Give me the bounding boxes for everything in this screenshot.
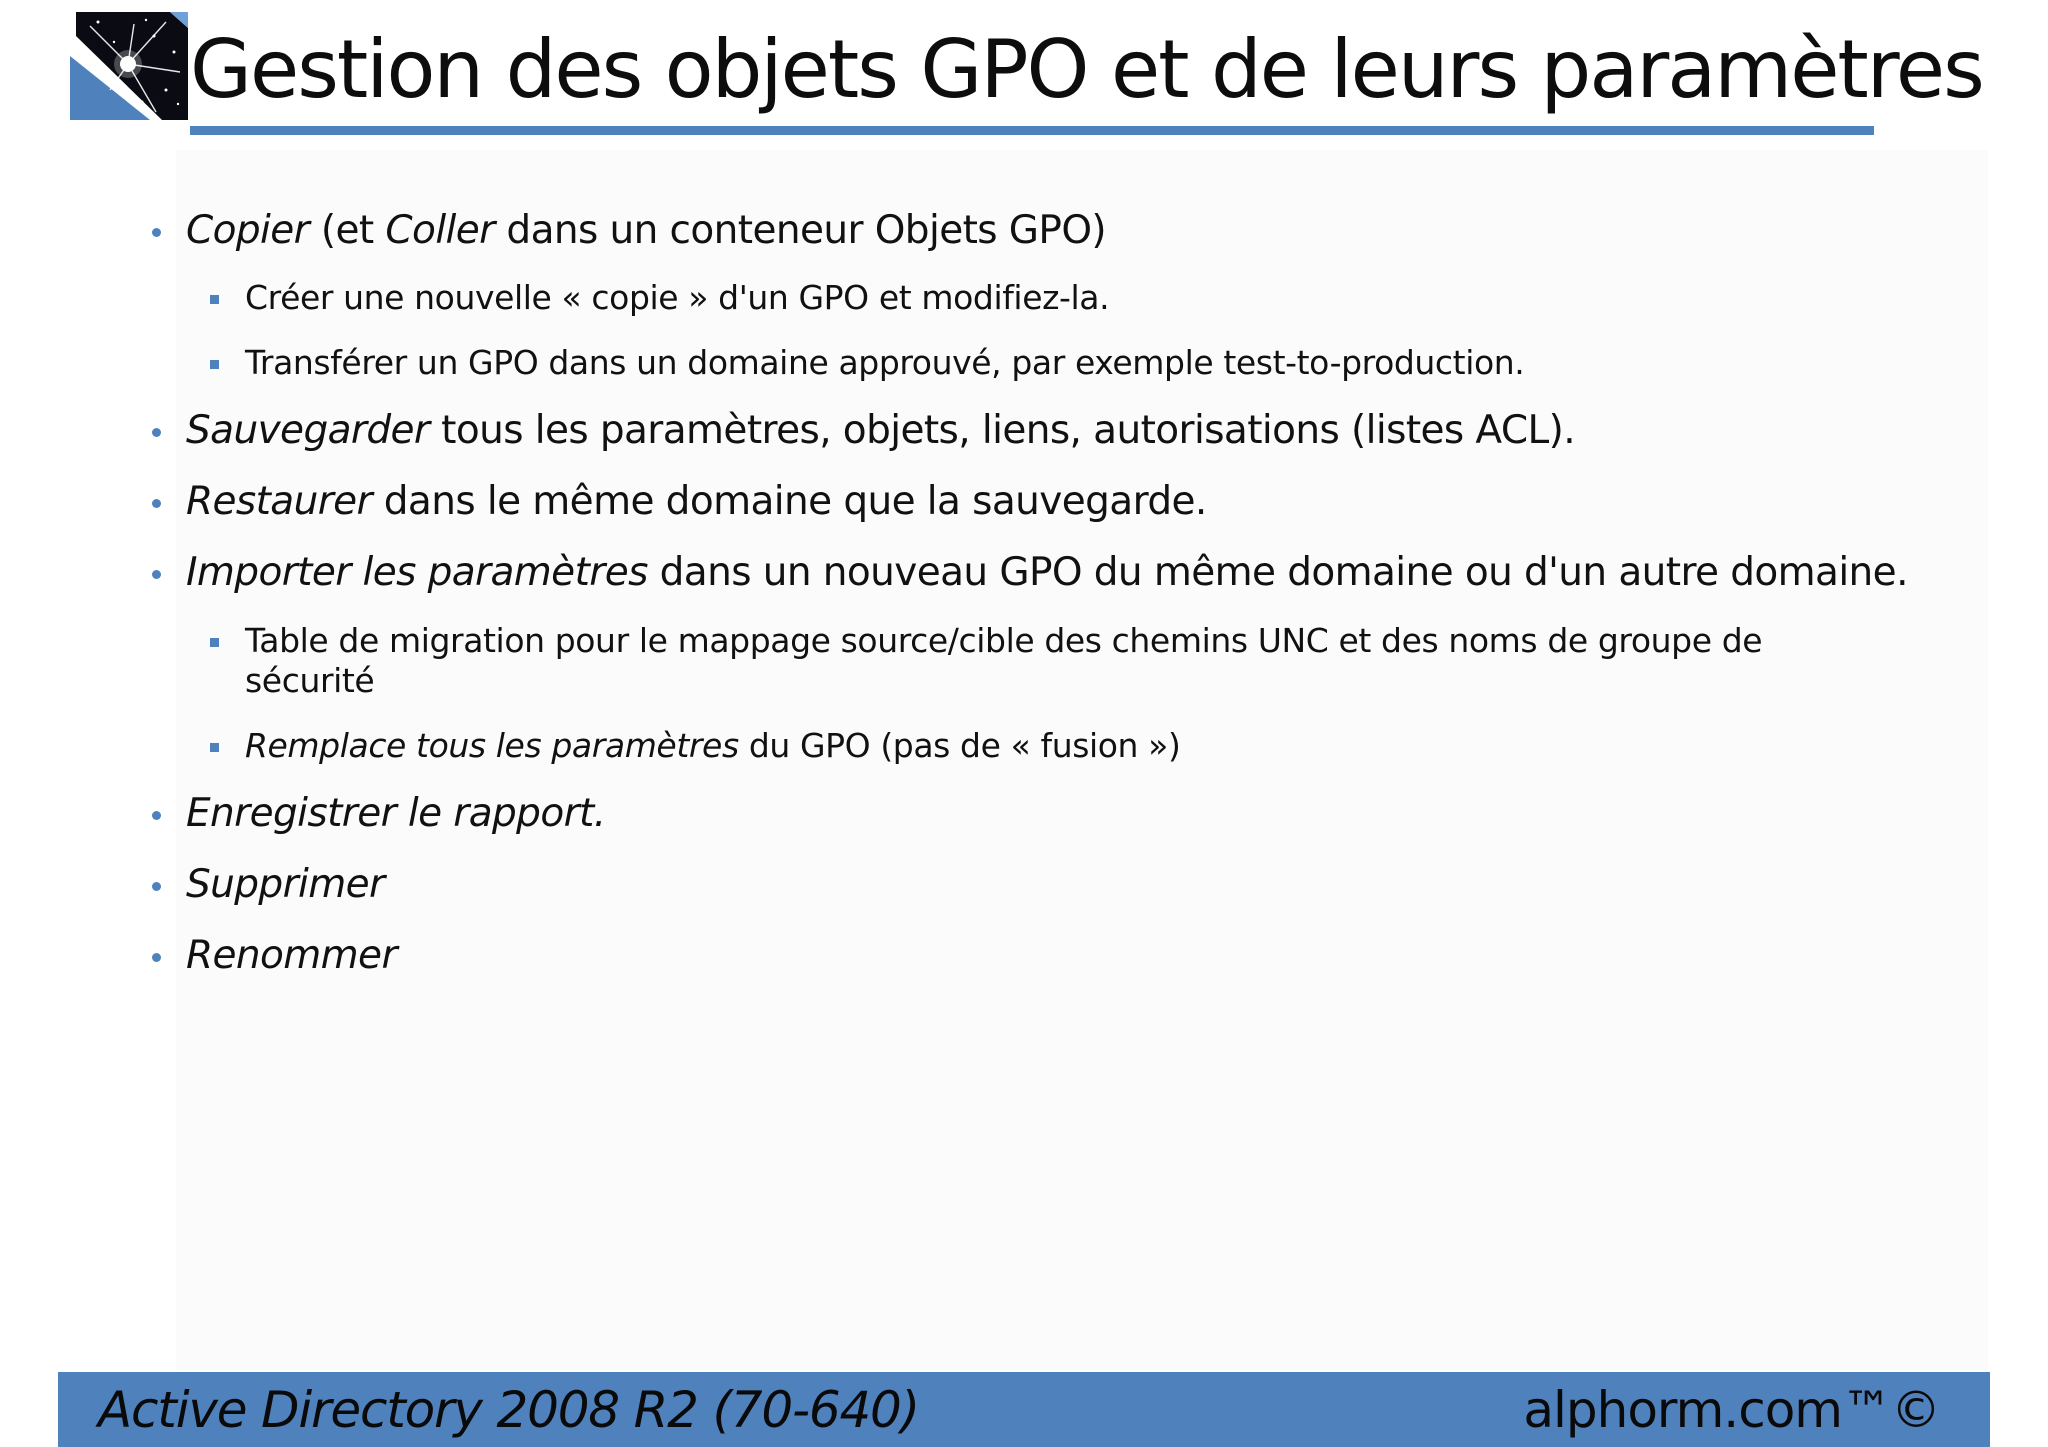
bullet-sauvegarder — [186, 407, 1575, 455]
bullet-text-continuation: sécurité — [245, 661, 375, 700]
starburst-logo-icon — [70, 12, 188, 120]
bullet-enregistrer — [186, 790, 606, 838]
bullet-emphasis: Enregistrer le rapport. — [186, 791, 606, 836]
title-underline — [190, 126, 1874, 135]
sub-bullet — [245, 343, 1524, 383]
bullet-restaurer — [186, 478, 1207, 526]
bullet-emphasis: Sauvegarder — [186, 408, 430, 453]
bullet-renommer — [186, 932, 397, 980]
bullet-text: Table de migration pour le mappage source/cible des chemins UNC et des noms de groupe de — [245, 621, 1763, 660]
bullet-emphasis: Supprimer — [186, 862, 385, 907]
course-title: Active Directory 2008 R2 (70-640) — [98, 1381, 919, 1439]
bullet-supprimer — [186, 861, 384, 909]
bullet-copier — [186, 207, 1106, 255]
bullet-emphasis: Restaurer — [186, 479, 372, 524]
bullet-text: dans un nouveau GPO du même domaine ou d'un autre domaine. — [647, 550, 1908, 595]
bullet-emphasis: Importer les paramètres — [186, 550, 648, 595]
sub-bullet — [245, 726, 1180, 766]
bullet-text: (et — [309, 208, 386, 253]
bullet-importer — [186, 549, 1908, 597]
brand-name: alphorm.com™© — [1523, 1381, 1940, 1439]
bullet-text: dans le même domaine que la sauvegarde. — [371, 479, 1207, 524]
bullet-text: du GPO (pas de « fusion ») — [738, 726, 1181, 765]
sub-bullet — [245, 621, 1762, 701]
page-title: Gestion des objets GPO et de leurs paramètres — [190, 23, 1983, 116]
bullet-text: Créer une nouvelle « copie » d'un GPO et modifiez-la. — [245, 278, 1110, 317]
bullet-emphasis: Copier — [186, 208, 310, 253]
bullet-emphasis: Remplace tous les paramètres — [245, 726, 739, 765]
bullet-emphasis: Coller — [385, 208, 495, 253]
footer-bar — [58, 1372, 1990, 1447]
bullet-text: tous les paramètres, objets, liens, autorisations (listes ACL). — [429, 408, 1576, 453]
bullet-text: Transférer un GPO dans un domaine approuvé, par exemple test-to-production. — [245, 343, 1525, 382]
sub-bullet — [245, 278, 1109, 318]
bullet-emphasis: Renommer — [186, 933, 397, 978]
bullet-text: dans un conteneur Objets GPO) — [494, 208, 1107, 253]
